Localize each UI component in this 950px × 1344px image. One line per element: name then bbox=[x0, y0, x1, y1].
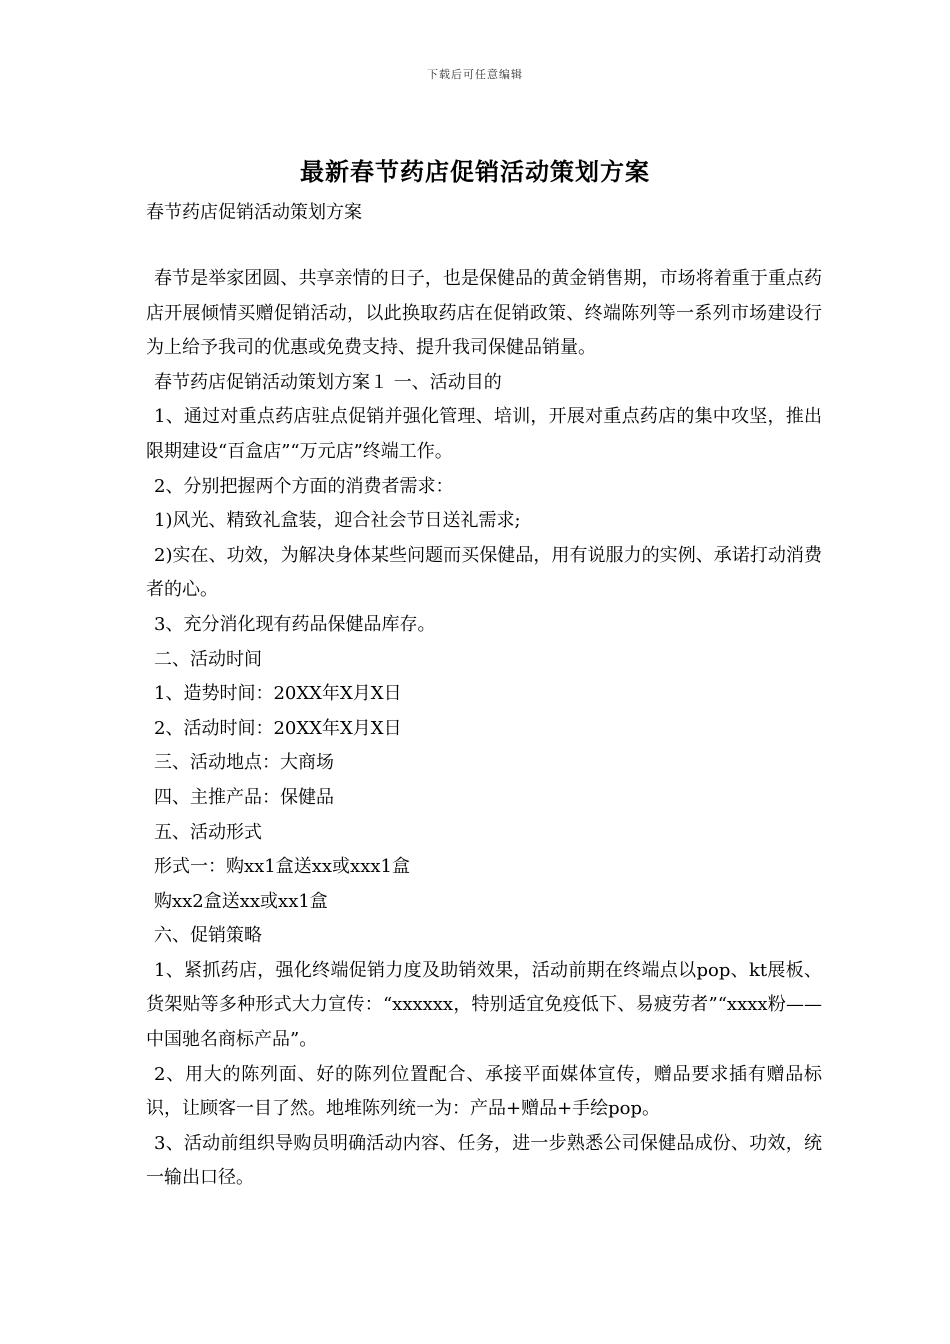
paragraph-strategy-2: 2、用大的陈列面、好的陈列位置配合、承接平面媒体宣传，赠品要求插有赠品标识，让顾客一目了然。地堆陈列统一为：产品+赠品+手绘pop。 bbox=[146, 1063, 822, 1120]
document-body bbox=[146, 262, 822, 1196]
paragraph-time-2: 2、活动时间：20XX年X月X日 bbox=[154, 717, 402, 739]
paragraph-goal-2-2: 2)实在、功效，为解决身体某些问题而买保健品，用有说服力的实例、承诺打动消费者的心。 bbox=[146, 544, 822, 601]
paragraph-intro: 春节是举家团圆、共享亲情的日子，也是保健品的黄金销售期，市场将着重于重点药店开展倾情买赠促销活动，以此换取药店在促销政策、终端陈列等一系列市场建设行为上给予我司的优惠或免费支持、提升我司保健品销量。 bbox=[146, 268, 822, 359]
paragraph-strategy-3: 3、活动前组织导购员明确活动内容、任务，进一步熟悉公司保健品成份、功效，统一输出口径。 bbox=[146, 1132, 822, 1189]
paragraph-plan-heading: 春节药店促销活动策划方案１ 一、活动目的 bbox=[154, 371, 502, 393]
paragraph-format-1: 形式一：购xx1盒送xx或xxx1盒 bbox=[154, 856, 410, 878]
paragraph-strategy-1: 1、紧抓药店，强化终端促销力度及助销效果，活动前期在终端点以pop、kt展板、货架贴等多种形式大力宣传：“xxxxxx，特别适宜免疫低下、易疲劳者”“xxxx粉——中国驰名商标产品”。 bbox=[146, 959, 822, 1051]
section-heading-time: 二、活动时间 bbox=[154, 648, 262, 670]
paragraph-goal-1: 1、通过对重点药店驻点促销并强化管理、培训，开展对重点药店的集中攻坚，推出限期建设“百盒店”“万元店”终端工作。 bbox=[146, 406, 822, 462]
paragraph-time-1: 1、造势时间：20XX年X月X日 bbox=[154, 683, 402, 705]
document-title: 最新春节药店促销活动策划方案 bbox=[300, 157, 650, 186]
header-note: 下载后可任意编辑 bbox=[427, 68, 523, 81]
paragraph-goal-2-1: 1)风光、精致礼盒装，迎合社会节日送礼需求; bbox=[154, 510, 521, 532]
paragraph-goal-3: 3、充分消化现有药品保健品库存。 bbox=[154, 613, 436, 635]
document-subtitle: 春节药店促销活动策划方案 bbox=[146, 202, 362, 223]
section-heading-format: 五、活动形式 bbox=[154, 821, 262, 843]
paragraph-format-2: 购xx2盒送xx或xx1盒 bbox=[154, 890, 328, 912]
section-heading-location: 三、活动地点：大商场 bbox=[154, 752, 334, 774]
paragraph-goal-2: 2、分别把握两个方面的消费者需求： bbox=[154, 475, 454, 497]
section-heading-strategy: 六、促销策略 bbox=[154, 925, 262, 947]
section-heading-product: 四、主推产品：保健品 bbox=[154, 786, 334, 808]
